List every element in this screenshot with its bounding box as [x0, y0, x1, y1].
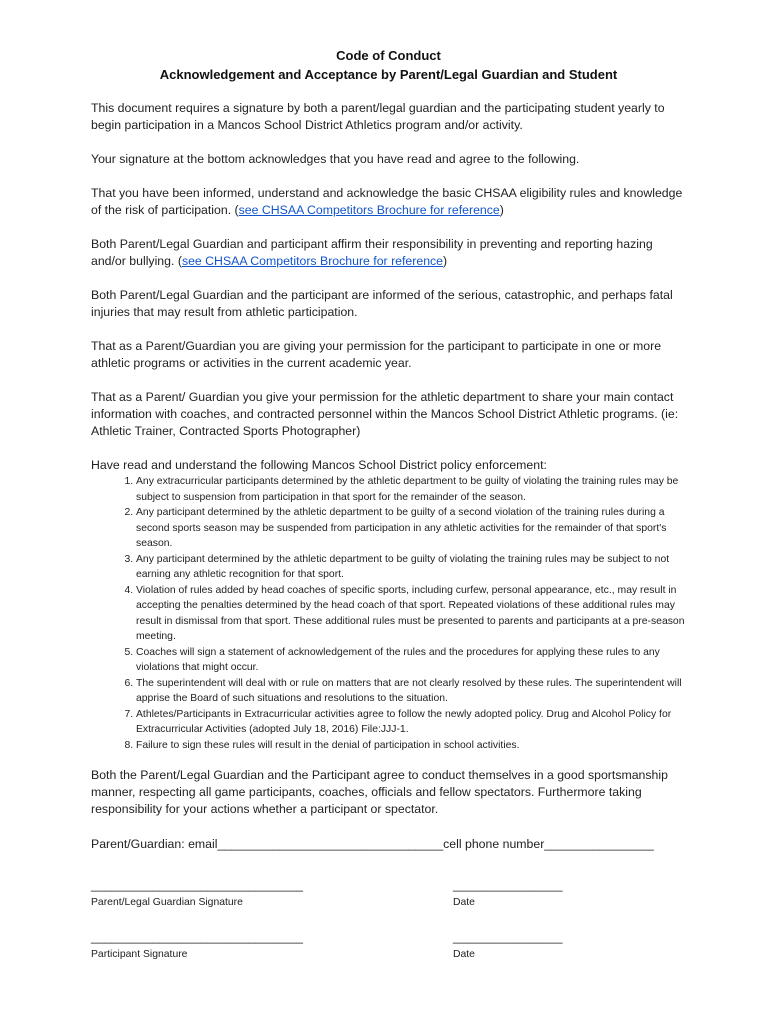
- list-item: 1. Any extracurricular participants determined by the athletic department to be guilty of violating the training rules may be subject to suspension from participation in that sport for the remainder of the season.: [136, 474, 686, 505]
- participant-date-line[interactable]: ________________: [453, 930, 563, 944]
- list-item: 8. Failure to sign these rules will result in the denial of participation in school activities.: [136, 738, 686, 754]
- document-subtitle: Acknowledgement and Acceptance by Parent/Legal Guardian and Student: [159, 67, 618, 82]
- list-item: 2. Any participant determined by the athletic department to be guilty of a second violation of the training rules during a second sports season may be suspended from participation in any athletic activities for the remainder of that sport's season.: [136, 505, 686, 552]
- guardian-contact-field[interactable]: Parent/Guardian: email_________________________________cell phone number________________: [91, 837, 654, 851]
- injuries-paragraph: Both Parent/Legal Guardian and the participant are informed of the serious, catastrophic, and perhaps fatal injuries that may result from athletic participation.: [91, 288, 673, 319]
- list-item: 6. The superintendent will deal with or rule on matters that are not clearly resolved by these rules. The superintendent will apprise the Board of such situations and resolutions to the situation.: [136, 676, 686, 707]
- parent-signature-line[interactable]: _______________________________: [91, 878, 304, 892]
- document-title: Code of Conduct: [336, 48, 441, 63]
- participant-signature-row: [91, 930, 691, 970]
- hazing-brochure-link[interactable]: see CHSAA Competitors Brochure for reference: [181, 254, 444, 268]
- parent-date-line[interactable]: ________________: [453, 878, 563, 892]
- signature-ack-paragraph: Your signature at the bottom acknowledges that you have read and agree to the following.: [91, 152, 580, 166]
- parent-signature-label: Parent/Legal Guardian Signature: [91, 897, 243, 908]
- list-item: 5. Coaches will sign a statement of acknowledgement of the rules and the procedures for applying these rules to any violations that might occur.: [136, 645, 686, 676]
- parent-date-label: Date: [453, 897, 475, 908]
- list-item: 4. Violation of rules added by head coaches of specific sports, including curfew, personal appearance, etc., may result in accepting the penalties determined by the head coach of that sport. Repeated violations of these additional rules may result in dismissal from that sport. These additional rules must be presented to parents and participants at a pre-season meeting.: [136, 583, 686, 645]
- contact-share-paragraph: That as a Parent/ Guardian you give your permission for the athletic department to share your main contact information with coaches, and contracted personnel within the Mancos School District Athletic programs. (ie: Athletic Trainer, Contracted Sports Photographer): [91, 390, 679, 438]
- hazing-paragraph: Both Parent/Legal Guardian and participant affirm their responsibility in preventing and reporting hazing and/or bullying. (see CHSAA Competitors Brochure for reference): [91, 237, 653, 268]
- intro-paragraph: This document requires a signature by both a parent/legal guardian and the participating student yearly to begin participation in a Mancos School District Athletics program and/or activity.: [91, 101, 665, 132]
- closing-paragraph: Both the Parent/Legal Guardian and the Participant agree to conduct themselves in a good sportsmanship manner, respecting all game participants, coaches, officials and fellow spectators. Furthermore taking responsibility for your actions whether a participant or spectator.: [91, 768, 668, 816]
- eligibility-brochure-link[interactable]: see CHSAA Competitors Brochure for reference: [238, 203, 500, 217]
- title-block: [91, 46, 686, 84]
- participant-signature-label: Participant Signature: [91, 949, 188, 960]
- eligibility-paragraph: That you have been informed, understand and acknowledge the basic CHSAA eligibility rules and knowledge of the risk of participation. (see CHSAA Competitors Brochure for reference): [91, 186, 683, 217]
- hazing-text: Both Parent/Legal Guardian and participant affirm their responsibility in preventing and reporting hazing and/or bullying.: [91, 237, 653, 268]
- parent-signature-row: [91, 878, 691, 918]
- list-item: 7. Athletes/Participants in Extracurricular activities agree to follow the newly adopted policy. Drug and Alcohol Policy for Extracurricular Activities (adopted July 18, 2016) File:JJJ-1.: [136, 707, 686, 738]
- permission-paragraph: That as a Parent/Guardian you are giving your permission for the participant to participate in one or more athletic programs or activities in the current academic year.: [91, 339, 662, 370]
- policy-rules-list: [91, 474, 686, 753]
- policy-intro: Have read and understand the following Mancos School District policy enforcement:: [91, 458, 547, 472]
- participant-date-label: Date: [453, 949, 475, 960]
- list-item: 3. Any participant determined by the athletic department to be guilty of violating the training rules may be subject to not earning any athletic recognition for that sport.: [136, 552, 686, 583]
- eligibility-text: That you have been informed, understand and acknowledge the basic CHSAA eligibility rules and knowledge of the risk of participation.: [91, 186, 683, 217]
- participant-signature-line[interactable]: _______________________________: [91, 930, 304, 944]
